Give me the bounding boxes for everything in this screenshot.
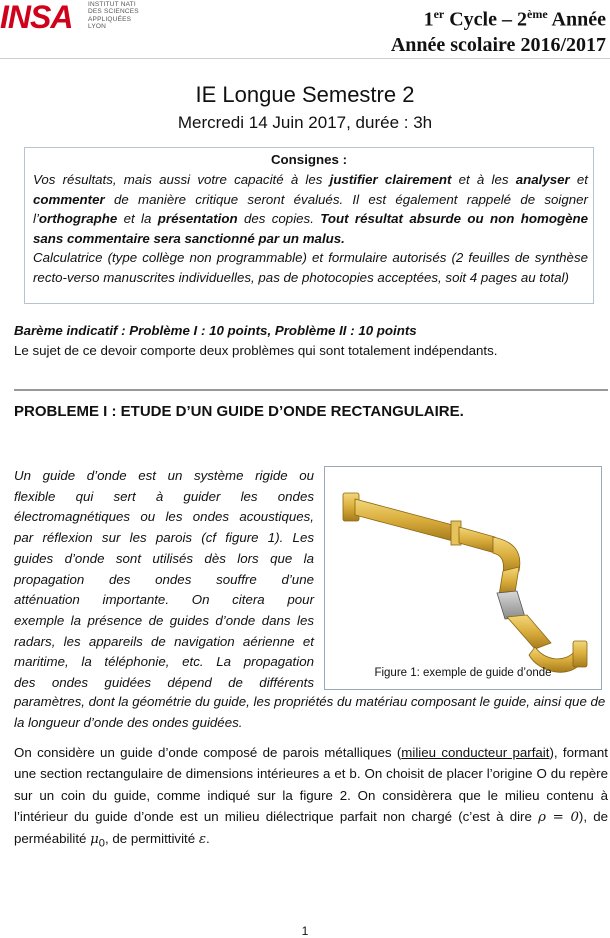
instructions-heading: Consignes : [270, 152, 348, 167]
intro-line: électromagnétiques ou les ondes acoustiques, [14, 509, 314, 525]
grading-scale: Barème indicatif : Problème I : 10 points, Problème II : 10 points [14, 323, 417, 338]
section-divider [14, 389, 608, 391]
exam-title: IE Longue Semestre 2 [195, 82, 415, 107]
header-school-year: Année scolaire 2016/2017 [390, 33, 606, 56]
waveguide-figure [324, 466, 602, 690]
instructions-text [33, 170, 588, 287]
rho-equation: ρ = 0 [538, 809, 579, 825]
intro-line: exemple la présence de guides d’onde dans les [14, 612, 314, 628]
instructions-calculator: Calculatrice (type collège non programmable) et formulaire autorisés (2 feuilles de synthèse recto-verso manuscrites individuelles, pas de photocopies acceptées, soit 4 pages au total) [33, 250, 588, 285]
grading-info [14, 321, 604, 360]
exam-date: Mercredi 14 Juin 2017, durée : 3h [177, 113, 433, 132]
intro-line: guides d’onde sont utilisés dès lors que la [14, 550, 314, 566]
intro-line: flexible qui sert à guider les ondes [14, 488, 314, 504]
insa-logo [0, 0, 140, 36]
epsilon-symbol: ε [198, 832, 206, 848]
insa-logo-subtitle: INSTITUT NATI DES SCIENCES APPLIQUÉES LYON [88, 1, 139, 31]
problem-description: On considère un guide d’onde composé de parois métalliques (milieu conducteur parfait), formant une section rectangulaire de dimensions intérieures a et b. On choisit de placer l’origine O du repère sur un coin du guide, comme indiqué sur la figure 2. On considèrera que le milieu contenu à l’intérieur du guide d’onde est un milieu diélectrique parfait non chargé (c’est à dire ρ = 0), de perméabilité $\mu_0$, de permittivité ε. [14, 745, 608, 850]
page-number: 1 [301, 924, 309, 938]
header-course-info [391, 2, 606, 58]
perfect-conductor-underlined: milieu conducteur parfait [401, 745, 550, 760]
mu-symbol: μ [90, 832, 99, 848]
intro-line: maritime, la téléphonie, etc. La propagation [14, 654, 314, 670]
intro-paragraph [14, 466, 314, 694]
waveguide-illustration [325, 467, 603, 691]
instructions-evaluation: Vos résultats, mais aussi votre capacité à les justifier clairement et à les analyser et commenter de manière critique seront évalués. Il est également rappelé de soigner l’orthographe et la présentation des copies. Tout résultat absurde ou non homogène sans commentaire sera sanctionné par un malus. [33, 172, 589, 246]
header-divider [0, 58, 610, 59]
intro-line: radars, les appareils de navigation aérienne et [14, 633, 314, 649]
intro-line: atténuation importante. On citera pour [14, 592, 314, 608]
header-cycle: 1er Cycle – 2ème Année [423, 7, 606, 31]
grading-note: Le sujet de ce devoir comporte deux problèmes qui sont totalement indépendants. [14, 342, 498, 358]
intro-line: par réflexion sur les parois (cf figure 1). Les [14, 530, 314, 546]
figure-caption: Figure 1: exemple de guide d’onde [374, 667, 552, 679]
intro-paragraph-tail: paramètres, dont la géométrie du guide, les propriétés du matériau composant le guide, ainsi que de la longueur d’onde des ondes guidées. [14, 694, 606, 730]
section-title: PROBLEME I : ETUDE D’UN GUIDE D’ONDE RECTANGULAIRE. [14, 403, 464, 420]
insa-logo-word: INSA [0, 0, 73, 35]
intro-line: propagation des ondes souffre d’une [14, 571, 314, 587]
intro-line: Un guide d’onde est un système rigide ou [14, 468, 314, 483]
intro-line: des ondes guidées dépend de différents [14, 675, 314, 691]
